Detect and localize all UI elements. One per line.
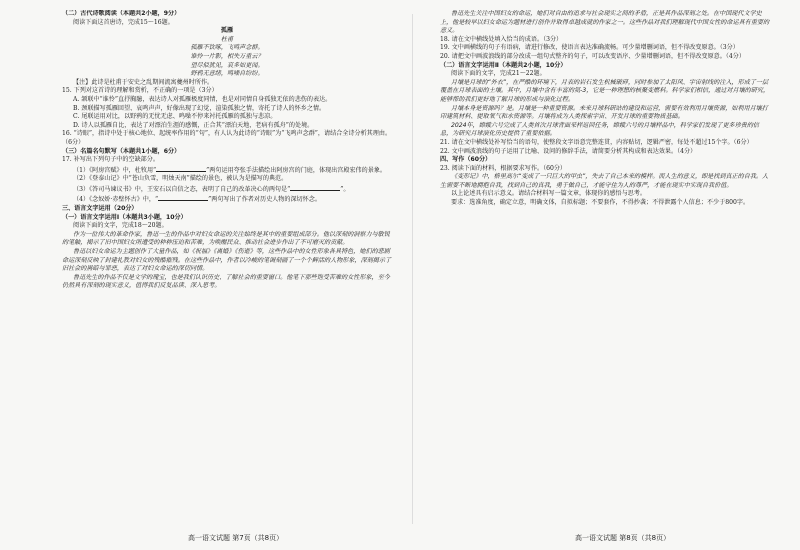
section-language-2-intro: 阅读下面的文字，完成21～22题。	[451, 70, 546, 78]
page-7	[62, 10, 392, 530]
answer-blank[interactable]	[156, 165, 206, 172]
writing-requirements: 要求：选准角度，确定立意，明确文体，自拟标题；不要套作，不得抄袭；不得泄露个人信息；不少于800字。	[451, 199, 750, 207]
question-23: 23. 阅读下面的材料，根据要求写作。（60分）	[440, 164, 567, 172]
poem-author: 杜甫	[220, 35, 234, 43]
passage-paragraph: 鲁迅以妇女命运为主题创作了大量作品，如《祝福》《离婚》《伤逝》等，这些作品中的女性形象各具特色，她们的悲剧命运深刻反映了封建礼教对妇女的残酷摧残。在这些作品中，作者以冷峻的笔调刻画了一个个鲜活的人物形象，深刻揭示了旧社会的黑暗与罪恶，表达了对妇女命运的深切同情。	[62, 248, 392, 273]
q17-item-4: （4）《念奴娇·赤壁怀古》中，“ ”两句写出了作者对历史人物的深切怀念。	[73, 196, 321, 204]
section-poetry-heading: （二）古代诗歌阅读（本题共2小题，9分）	[62, 10, 181, 17]
q15-option-a: A. 颔联中“谁怜”直抒胸臆，表达诗人对孤雁极度同情，也是对同情自身孤独无依的悲伤的表达。	[73, 95, 332, 103]
section-language-heading: 三、语言文字运用（20分）	[62, 205, 138, 213]
question-21: 21. 请在文中横线处补写恰当的语句，使整段文字语意完整连贯，内容贴切，逻辑严密，每处不超过15个字。（6分）	[440, 138, 753, 146]
passage-paragraph: 鲁迅先生的作品不仅是文学的瑰宝，也是我们认识历史、了解社会的重要窗口。他笔下那些饱受苦难的女性形象，至今仍然具有深刻的现实意义，值得我们反复品读、深入思考。	[62, 273, 390, 290]
page-8-footer: 高一语文试题 第8页（共8页）	[575, 534, 671, 542]
passage-paragraph: 月壤是月球的“外衣”，在严酷的环境下，月表的岩石发生机械破碎，同时参加了太阳风、宇宙射线的注入，形成了一层覆盖在月球表面的土壤。其中，月壤中含有丰富的氦-3，它是一种理想的核聚变燃料。科学家们相信，通过对月壤的研究，能够帮助我们更好地了解月球的形成与演化过程。	[440, 78, 770, 103]
poem-note: 【注】此诗是杜甫于安史之乱期间流寓夔州时所作。	[73, 78, 214, 86]
q15-option-b: B. 颈联描写孤雁回望、哀鸣声声，好像出现了幻觉，渲染孤独之情，寄托了诗人的怀乡之情。	[73, 104, 326, 112]
q15-option-d: D. 诗人以孤雁自比，表达了对漂泊生涯的感慨，正合其“漂泊天地，老病有孤舟”的处境。	[73, 121, 314, 129]
writing-material: 《变形记》中，格里高尔“变成了一只巨大的甲虫”，失去了自己本来的模样。而人生的意义，即是找到真正的自我。人生需要不断地拥抱自我，找到自己的真我，勇于做自己，才能守住为人的尊严，才能在现实中实现自我价值。	[440, 173, 769, 189]
section-recitation-heading: （三）名篇名句默写（本题共1小题，6分）	[62, 147, 181, 155]
passage-paragraph: 2024年，嫦娥六号完成了人类首次月球背面采样返回任务，嫦娥六号的月壤样品中，科学家们发现了更多珍贵的信息，为研究月球演化历史提供了重要依据。	[440, 121, 760, 138]
passage-paragraph: 鲁迅先生关注中国妇女的命运，她们对自由的追求与社会现实之间的矛盾，正是其作品深刻之处。在中国现代文学史上，他是较早以妇女命运为题材进行创作并取得卓越成就的作家之一。这些作品对我们理解现代中国女性的命运具有重要的意义。	[440, 10, 770, 35]
question-20: 20. 请把文中画波浪线的部分改成一组句式整齐的句子，可以改变语序、少量增删词语，但不得改变原意。（4分）	[440, 52, 745, 60]
passage-paragraph: 月壤本身是资源吗？是。月壤是一种重要资源。未来月球科研站的建设和运营，需要有效利用月壤资源，如利用月壤打印建筑材料、提取氧气和水资源等。月壤将成为人类探索宇宙、开发月球的重要物质基础。	[440, 104, 768, 121]
question-15: 15. 下列对这首诗的理解和赏析，不正确的一项是（3分）	[62, 87, 218, 95]
section-writing-heading: 四、写作（60分）	[440, 156, 492, 164]
answer-blank[interactable]	[290, 184, 340, 191]
section-poetry-intro: 阅读下面这首唐诗，完成15～16题。	[73, 18, 174, 26]
q15-option-c: C. 尾联运用对比，以野鸦的无忧无虑、鸣噪不停来衬托孤雁的孤独与悲凉。	[73, 113, 277, 121]
poem-line: 孤雁不饮啄，飞鸣声念群。	[190, 44, 264, 52]
q17-item-2: （2）《登泰山记》中“苍山负雪，明烛天南”描绘的景色，被认为是描写的典范。	[73, 175, 288, 183]
question-18: 18. 请在文中横线处填入恰当的成语。（3分）	[440, 35, 563, 43]
page-8	[440, 10, 770, 530]
question-22: 22. 文中画波浪线的句子运用了比喻、设问的修辞手法，请简要分析其构成和表达效果。（4分）	[440, 147, 697, 155]
poem-line: 望尽似犹见，哀多如更闻。	[190, 61, 264, 69]
answer-blank[interactable]	[158, 194, 208, 201]
q17-item-3: （3）《答司马谏议书》中，王安石以自信之态，表明了自己的改革决心的两句是“ ”。	[73, 185, 350, 193]
q17-item-1: （1）《阿房宫赋》中，杜牧用“ ”两句运用夸张手法描绘出阿房宫的门庭，体现出宫殿宏伟的景象。	[73, 166, 387, 174]
passage-paragraph: 作为一位伟大的革命作家，鲁迅一生的作品中对妇女命运的关注始终是其中的重要组成部分。他以深刻的洞察力与敏锐的笔触，揭示了旧中国妇女所遭受的种种压迫和苦难，为唤醒民众、推动社会进步作出了不可磨灭的贡献。	[62, 230, 390, 247]
page-7-footer: 高一语文试题 第7页（共8页）	[188, 534, 284, 542]
section-language-2-heading: （二）语言文字运用Ⅱ（本题共2小题，10分）	[440, 61, 567, 69]
page-divider	[412, 14, 413, 524]
section-language-1-heading: （一）语言文字运用Ⅰ（本题共3小题，10分）	[62, 213, 187, 221]
writing-task: 以上论述具有启示意义。请结合材料写一篇文章，体现你的感悟与思考。	[451, 190, 646, 198]
question-16: 16. “诗眼”，指诗中处于核心地位、起统率作用的“句”，有人认为此诗的“诗眼”为“飞鸣声念群”，请结合全诗分析其理由。（6分）	[62, 130, 392, 146]
poem-line: 野鸦无意绪，鸣噪自纷纷。	[190, 70, 264, 78]
question-17: 17. 补写出下列句子中的空缺部分。	[62, 156, 159, 164]
poem-title: 孤雁	[220, 27, 234, 35]
section-language-1-intro: 阅读下面的文字，完成18～20题。	[73, 222, 168, 230]
question-19: 19. 文中画横线的句子有语病，请进行修改，使语言表达准确流畅。可少量增删词语，但不得改变原意。（3分）	[440, 44, 739, 52]
poem-line: 谁怜一片影，相失万重云？	[190, 52, 264, 60]
